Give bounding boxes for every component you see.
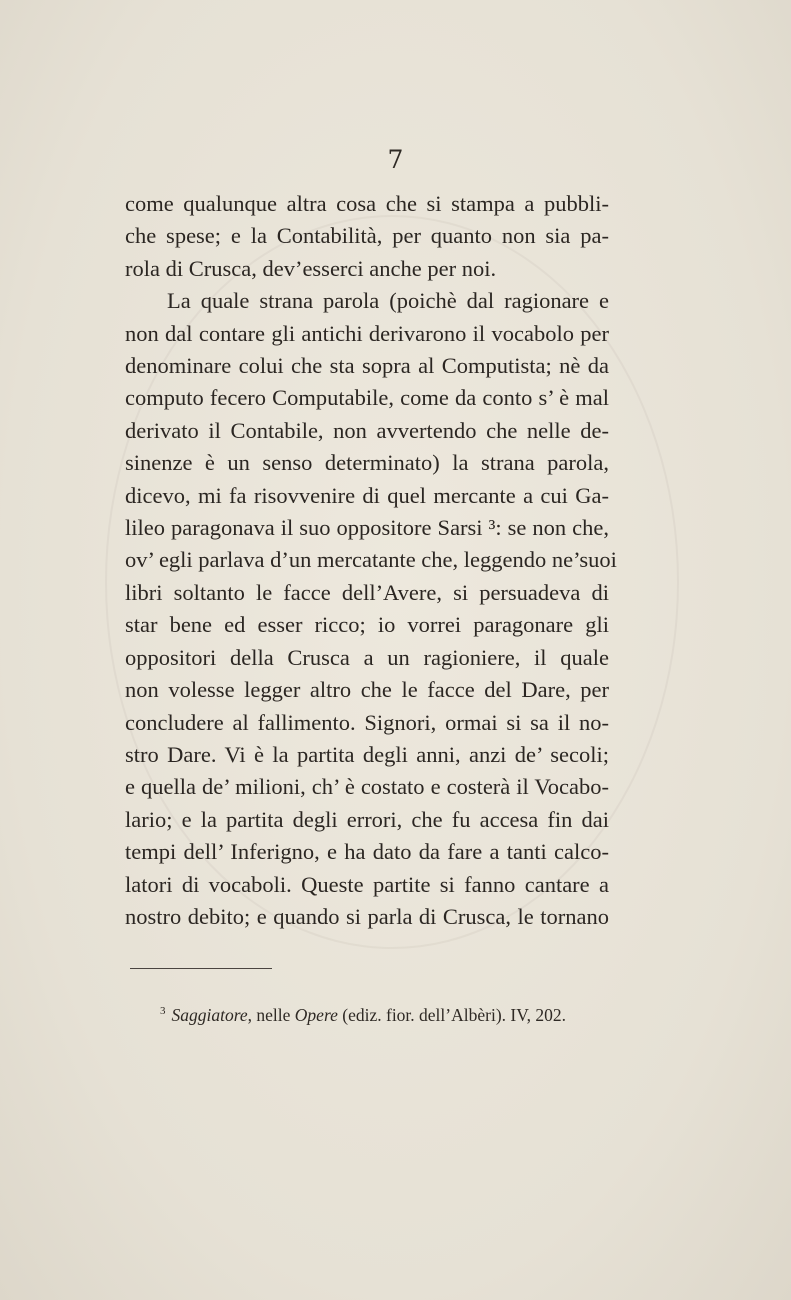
text-line: non volesse legger altro che le facce del Dare, per	[125, 677, 609, 703]
text-line: e quella de’ milioni, ch’ è costato e costerà il Vocabo-	[125, 774, 609, 800]
footnote-rest: (ediz. fior. dell’Albèri). IV, 202.	[337, 1005, 566, 1025]
text-line: lileo paragonava il suo oppositore Sarsi ³: se non che,	[125, 515, 609, 541]
text-line: dicevo, mi fa risovvenire di quel mercante a cui Ga-	[125, 482, 609, 508]
text-line: ov’ egli parlava d’un mercatante che, leggendo ne’suoi	[125, 547, 617, 573]
text-line: che spese; e la Contabilità, per quanto non sia pa-	[125, 223, 609, 249]
footnote-marker: 3	[160, 1005, 166, 1017]
text-line: La quale strana parola (poichè dal ragionare e	[167, 288, 609, 314]
page-number: 7	[387, 145, 404, 174]
text-line: denominare colui che sta sopra al Computista; nè da	[125, 353, 609, 379]
text-line: rola di Crusca, dev’esserci anche per noi.	[125, 255, 497, 281]
text-line: come qualunque altra cosa che si stampa a pubbli-	[125, 191, 609, 216]
text-line: concludere al fallimento. Signori, ormai si sa il no-	[125, 709, 609, 735]
text-line: latori di vocaboli. Queste partite si fanno cantare a	[125, 871, 609, 897]
text-line: tempi dell’ Inferigno, e ha dato da fare a tanti calco-	[125, 839, 609, 865]
text-line: libri soltanto le facce dell’Avere, si persuadeva di	[125, 579, 609, 605]
footnote-divider	[130, 968, 272, 969]
text-line: derivato il Contabile, non avvertendo che nelle de-	[125, 417, 609, 443]
footnote-title: Saggiatore	[171, 1005, 248, 1025]
footnote	[160, 1005, 566, 1026]
text-line: non dal contare gli antichi derivarono il vocabolo per	[125, 320, 609, 346]
text-line: computo fecero Computabile, come da conto s’ è mal	[125, 385, 609, 411]
body-text	[125, 188, 617, 933]
text-line: nostro debito; e quando si parla di Crusca, le tornano	[125, 903, 609, 929]
text-line: oppositori della Crusca a un ragioniere, il quale	[125, 644, 609, 670]
footnote-mid: , nelle	[247, 1005, 295, 1025]
text-line: star bene ed esser ricco; io vorrei paragonare gli	[125, 612, 609, 638]
text-line: sinenze è un senso determinato) la strana parola,	[125, 450, 609, 476]
text-line: stro Dare. Vi è la partita degli anni, anzi de’ secoli;	[125, 741, 609, 767]
text-line: lario; e la partita degli errori, che fu accesa fin dai	[125, 806, 609, 832]
footnote-work: Opere	[294, 1005, 338, 1025]
